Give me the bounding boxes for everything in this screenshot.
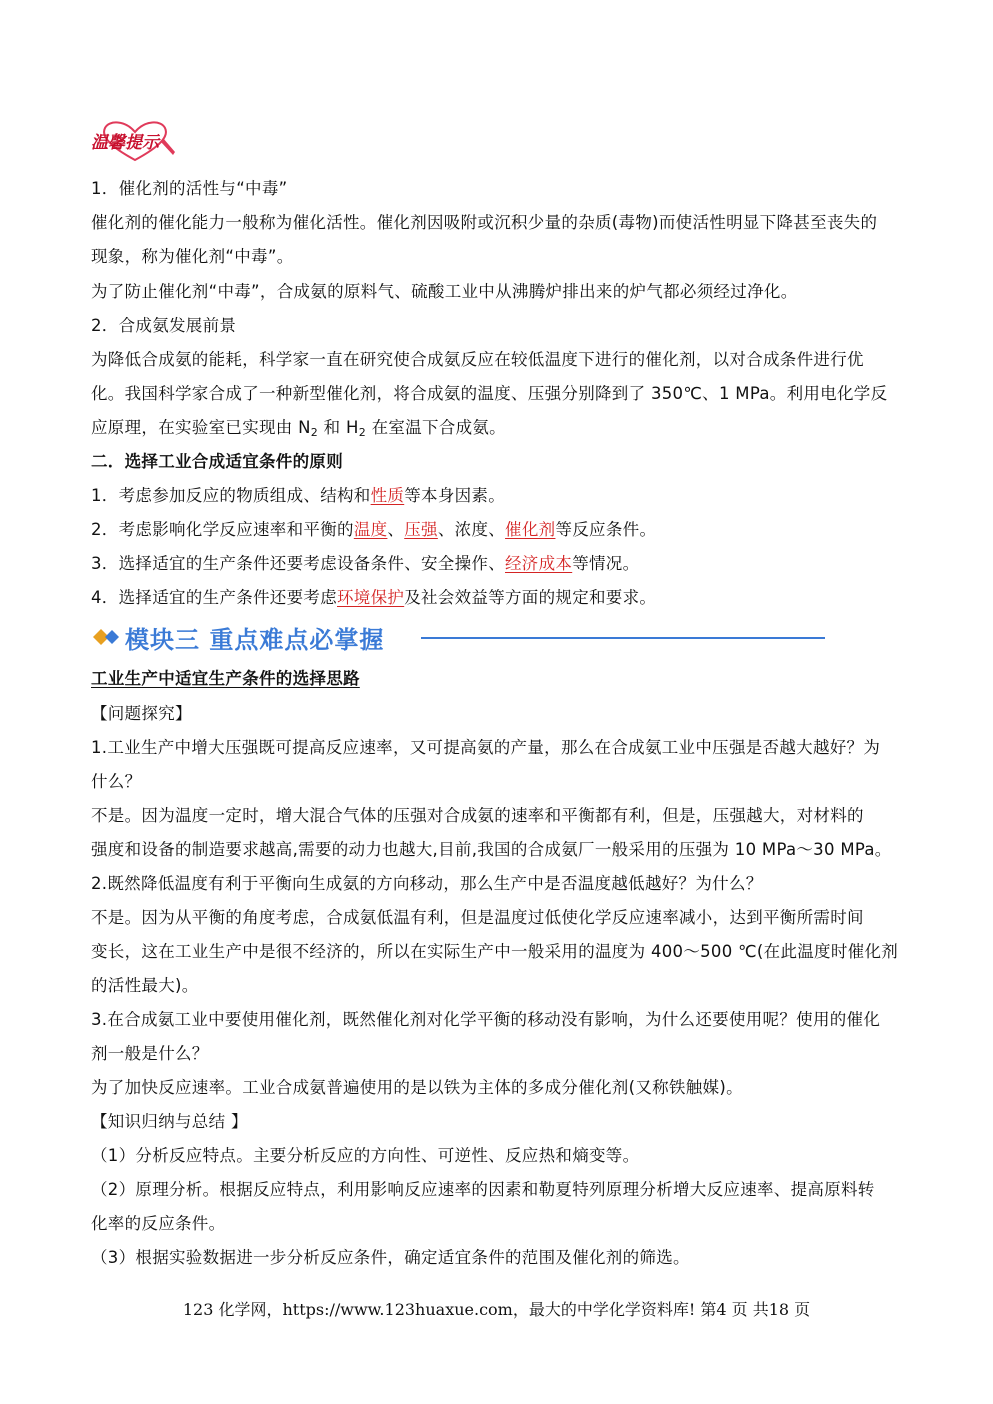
pencil-icon <box>161 138 175 155</box>
answer-2-line1: 不是。因为从平衡的角度考虑，合成氨低温有利，但是温度过低使化学反应速率减小，达到平衡所需时间 <box>91 908 864 927</box>
tip-item1-paragraph-line2: 现象，称为催化剂“中毒”。 <box>91 247 294 266</box>
principles-heading: 二．选择工业合成适宜条件的原则 <box>91 452 343 471</box>
tip-item2-title: 2．合成氨发展前景 <box>91 316 237 335</box>
question-1-line2: 什么？ <box>91 772 142 791</box>
tip-item2-line1: 为降低合成氨的能耗，科学家一直在研究使合成氨反应在较低温度下进行的催化剂，以对合成条件进行优 <box>91 350 864 369</box>
highlight-term: 温度 <box>353 520 388 539</box>
text-segment: 1．考虑参加反应的物质组成、结构和 <box>91 486 371 505</box>
text-segment: 等本身因素。 <box>404 486 506 505</box>
subscript: 2 <box>358 426 367 439</box>
text-segment: 和 H <box>318 418 359 437</box>
principle-2 <box>91 519 656 541</box>
text-segment: 、 <box>387 520 405 539</box>
text-segment: 及社会效益等方面的规定和要求。 <box>404 588 657 607</box>
highlight-term: 性质 <box>370 486 405 505</box>
principle-3 <box>91 553 639 575</box>
text-segment: 等情况。 <box>572 554 640 573</box>
module-title: 模块三 重点难点必掌握 <box>125 626 385 654</box>
summary-item-1: （1）分析反应特点。主要分析反应的方向性、可逆性、反应热和熵变等。 <box>91 1146 640 1165</box>
summary-label: 【知识归纳与总结 】 <box>91 1112 248 1131</box>
text-segment: 等反应条件。 <box>555 520 657 539</box>
text-segment: 2．考虑影响化学反应速率和平衡的 <box>91 520 354 539</box>
question-2: 2.既然降低温度有利于平衡向生成氨的方向移动，那么生产中是否温度越低越好？为什么？ <box>91 874 763 893</box>
principle-4 <box>91 587 656 609</box>
page-footer: 123 化学网，https://www.123huaxue.com，最大的中学化学资料库! 第4 页 共18 页 <box>182 1300 811 1319</box>
text-segment: 应原理，在实验室已实现由 N <box>91 418 311 437</box>
answer-2-line3: 的活性最大)。 <box>91 976 199 995</box>
principle-1 <box>91 485 505 507</box>
tip-item1-paragraph-line1: 催化剂的催化能力一般称为催化活性。催化剂因吸附或沉积少量的杂质(毒物)而使活性明显下降甚至丧失的 <box>91 213 878 232</box>
text-segment: 、浓度、 <box>437 520 506 539</box>
module-rule <box>421 637 825 639</box>
tip-item1-title: 1．催化剂的活性与“中毒” <box>91 179 288 198</box>
subscript: 2 <box>310 426 319 439</box>
summary-item-3: （3）根据实验数据进一步分析反应条件，确定适宜条件的范围及催化剂的筛选。 <box>91 1248 690 1267</box>
tip-item1-paragraph2: 为了防止催化剂“中毒”，合成氨的原料气、硫酸工业中从沸腾炉排出来的炉气都必须经过净化。 <box>91 282 798 301</box>
answer-2-line2: 变长，这在工业生产中是很不经济的，所以在实际生产中一般采用的温度为 400～500 ℃(在此温度时催化剂 <box>91 942 899 961</box>
highlight-term: 催化剂 <box>505 520 556 539</box>
logo-text: 温馨提示 <box>91 133 159 153</box>
question-1-line1: 1.工业生产中增大压强既可提高反应速率，又可提高氨的产量，那么在合成氨工业中压强是否越大越好？为 <box>91 738 881 757</box>
highlight-term: 经济成本 <box>505 554 573 573</box>
question-3-line1: 3.在合成氨工业中要使用催化剂，既然催化剂对化学平衡的移动没有影响，为什么还要使用呢？使用的催化 <box>91 1010 881 1029</box>
tip-item2-line2: 化。我国科学家合成了一种新型催化剂，将合成氨的温度、压强分别降到了 350℃、1 MPa。利用电化学反 <box>91 384 888 403</box>
summary-item-2-line2: 化率的反应条件。 <box>91 1214 226 1233</box>
warm-tip-logo <box>89 118 181 164</box>
answer-1-line2: 强度和设备的制造要求越高,需要的动力也越大,目前,我国的合成氨厂一般采用的压强为 10 MPa～30 MPa。 <box>91 840 892 859</box>
question-3-line2: 剂一般是什么？ <box>91 1044 209 1063</box>
explore-label: 【问题探究】 <box>91 704 192 723</box>
diamond-arrow-icon <box>91 627 121 647</box>
text-segment: 在室温下合成氨。 <box>366 418 506 437</box>
text-segment: 3．选择适宜的生产条件还要考虑设备条件、安全操作、 <box>91 554 505 573</box>
summary-item-2-line1: （2）原理分析。根据反应特点，利用影响反应速率的因素和勒夏特列原理分析增大反应速率、提高原料转 <box>91 1180 875 1199</box>
section-heading: 工业生产中适宜生产条件的选择思路 <box>91 669 360 688</box>
highlight-term: 环境保护 <box>337 588 405 607</box>
highlight-term: 压强 <box>404 520 438 539</box>
answer-1-line1: 不是。因为温度一定时，增大混合气体的压强对合成氨的速率和平衡都有利，但是，压强越大，对材料的 <box>91 806 864 825</box>
answer-3: 为了加快反应速率。工业合成氨普遍使用的是以铁为主体的多成分催化剂(又称铁触媒)。 <box>91 1078 743 1097</box>
tip-item2-line3 <box>91 417 506 439</box>
text-segment: 4．选择适宜的生产条件还要考虑 <box>91 588 337 607</box>
